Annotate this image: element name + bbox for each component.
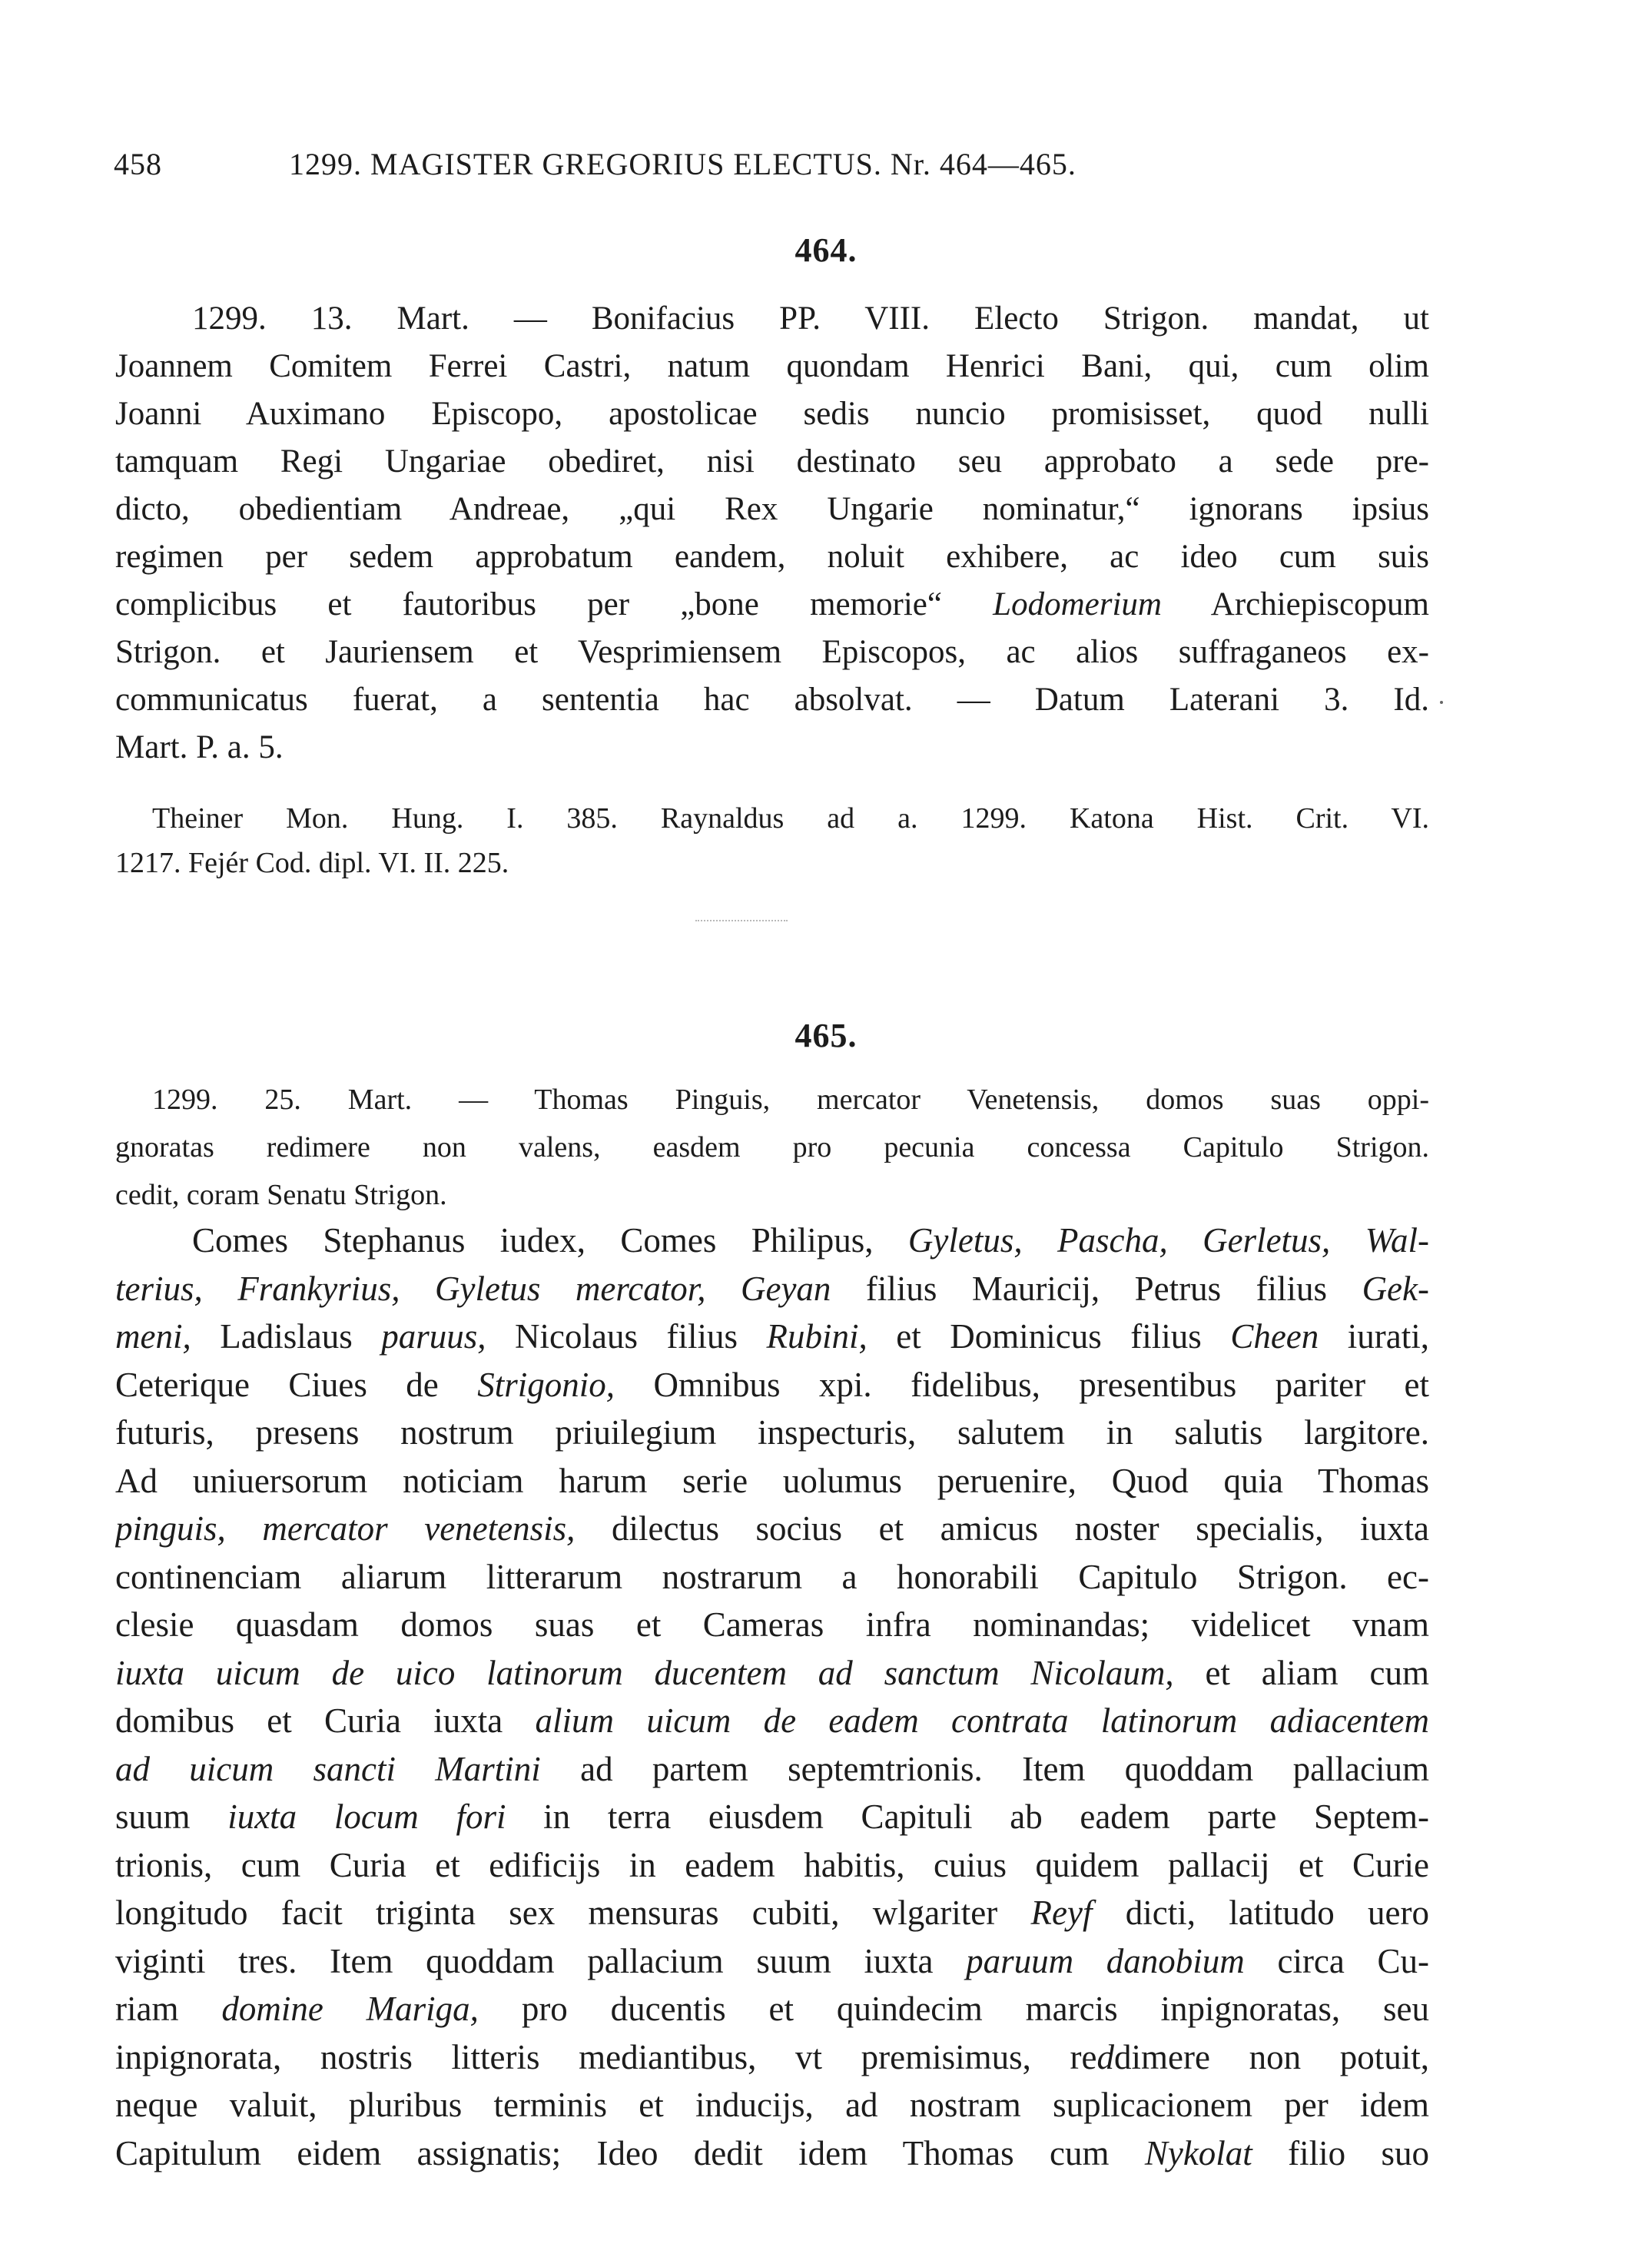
text-line: regimen per sedem approbatum eandem, noluit exhibere, ac ideo cum suis bbox=[115, 539, 1429, 575]
text-segment: inpignorata, nostris litteris mediantibus, vt premisimus, re bbox=[115, 2037, 1097, 2076]
italic-phrase: iuxta uicum de uico latinorum ducentem ad sanctum Nicolaum, bbox=[115, 1653, 1174, 1692]
italic-phrase: ad uicum sancti Martini bbox=[115, 1749, 541, 1788]
text-segment: Capitulum eidem assignatis; Ideo dedit idem Thomas cum bbox=[115, 2133, 1110, 2172]
italic-name: Frankyrius, bbox=[237, 1269, 400, 1308]
text-segment: complicibus et fautoribus per „bone memorie“ bbox=[115, 586, 942, 622]
italic-phrase: domine Mariga, bbox=[221, 1990, 479, 2028]
italic-name: Reyf bbox=[1030, 1894, 1093, 1932]
charter-line bbox=[115, 1745, 1429, 1794]
text-segment: circa Cu- bbox=[1277, 1941, 1429, 1980]
charter-line: clesie quasdam domos suas et Cameras infra nominandas; videlicet vnam bbox=[115, 1605, 1429, 1644]
italic-name: Pascha, bbox=[1057, 1221, 1168, 1260]
text-line: 1299. 13. Mart. — Bonifacius PP. VIII. Electo Strigon. mandat, ut bbox=[192, 300, 1429, 337]
italic-name: Cheen bbox=[1230, 1317, 1319, 1356]
text-line: cedit, coram Senatu Strigon. bbox=[115, 1179, 447, 1211]
text-line: 1299. 25. Mart. — Thomas Pinguis, mercator Venetensis, domos suas oppi- bbox=[152, 1084, 1429, 1116]
text-line: Joannem Comitem Ferrei Castri, natum quondam Henrici Bani, qui, cum olim bbox=[115, 348, 1429, 384]
italic-name: Lodomerium bbox=[993, 586, 1162, 622]
italic-name: Gek- bbox=[1362, 1269, 1429, 1308]
text-segment: in terra eiusdem Capituli ab eadem parte Septem- bbox=[543, 1797, 1429, 1836]
italic-letter: d bbox=[1096, 2037, 1114, 2076]
italic-name: Gyletus mercator, bbox=[434, 1269, 706, 1308]
charter-line bbox=[115, 1889, 1429, 1937]
text-segment: Comes Stephanus iudex, Comes Philipus, bbox=[192, 1221, 874, 1260]
italic-name: meni, bbox=[115, 1317, 191, 1356]
entry-464-summary bbox=[115, 295, 1429, 772]
text-line: Mart. P. a. 5. bbox=[115, 729, 284, 765]
entry-number-465: 465. bbox=[794, 1017, 858, 1054]
italic-name: Geyan bbox=[740, 1269, 831, 1308]
reference-line: 1217. Fejér Cod. dipl. VI. II. 225. bbox=[115, 847, 509, 879]
section-divider bbox=[695, 920, 788, 921]
text-segment: pro ducentis et quindecim marcis inpignoratas, seu bbox=[521, 1990, 1429, 2028]
text-segment: ad partem septemtrionis. Item quoddam pallacium bbox=[580, 1749, 1429, 1788]
charter-line bbox=[115, 1937, 1429, 1986]
text-segment: et aliam cum bbox=[1205, 1653, 1429, 1692]
text-segment: Ceterique Ciues de bbox=[115, 1365, 439, 1404]
charter-line: continenciam aliarum litterarum nostrarum a honorabili Capitulo Strigon. ec- bbox=[115, 1557, 1429, 1596]
text-line: dicto, obedientiam Andreae, „qui Rex Ungarie nominatur,“ ignorans ipsius bbox=[115, 491, 1429, 527]
italic-name: Nykolat bbox=[1144, 2133, 1252, 2172]
italic-name: Gyletus, bbox=[907, 1221, 1023, 1260]
text-segment: iurati, bbox=[1347, 1317, 1429, 1356]
charter-line bbox=[115, 1649, 1429, 1698]
charter-line bbox=[115, 1985, 1429, 2033]
text-segment: riam bbox=[115, 1990, 179, 2028]
italic-phrase: iuxta locum fori bbox=[227, 1797, 506, 1836]
entry-464-references bbox=[115, 796, 1429, 885]
text-segment: viginti tres. Item quoddam pallacium suum iuxta bbox=[115, 1941, 934, 1980]
text-line bbox=[115, 581, 1429, 629]
text-line: Strigon. et Jauriensem et Vesprimiensem Episcopos, ac alios suffraganeos ex- bbox=[115, 634, 1429, 670]
italic-name: pinguis, mercator venetensis, bbox=[115, 1509, 576, 1548]
text-segment: Ladislaus bbox=[220, 1317, 353, 1356]
text-line: Joanni Auximano Episcopo, apostolicae sedis nuncio promisisset, quod nulli bbox=[115, 396, 1429, 432]
entry-465-charter-text bbox=[115, 1216, 1429, 2177]
charter-line: Ad uniuersorum noticiam harum serie uolumus peruenire, Quod quia Thomas bbox=[115, 1461, 1429, 1500]
text-segment: longitudo facit triginta sex mensuras cubiti, wlgariter bbox=[115, 1894, 998, 1932]
italic-phrase: alium uicum de eadem contrata latinorum adiacentem bbox=[535, 1701, 1429, 1740]
text-segment: et Dominicus filius bbox=[896, 1317, 1202, 1356]
reference-line: Theiner Mon. Hung. I. 385. Raynaldus ad a. 1299. Katona Hist. Crit. VI. bbox=[152, 802, 1429, 835]
italic-name: Strigonio, bbox=[477, 1365, 615, 1404]
charter-line: trionis, cum Curia et edificijs in eadem habitis, cuius quidem pallacij et Curie bbox=[115, 1845, 1429, 1884]
text-segment: domibus et Curia iuxta bbox=[115, 1701, 503, 1740]
text-segment: dilectus socius et amicus noster specialis, iuxta bbox=[611, 1509, 1429, 1548]
entry-465-summary bbox=[115, 1076, 1429, 1219]
charter-line: futuris, presens nostrum priuilegium inspecturis, salutem in salutis largitore. bbox=[115, 1413, 1429, 1452]
italic-name: Gerletus, bbox=[1203, 1221, 1331, 1260]
italic-name: terius, bbox=[115, 1269, 203, 1308]
charter-line bbox=[115, 1793, 1429, 1841]
running-head bbox=[114, 146, 1420, 192]
text-segment: Nicolaus filius bbox=[515, 1317, 738, 1356]
charter-line bbox=[115, 2129, 1429, 2178]
charter-line: neque valuit, pluribus terminis et inducijs, ad nostram suplicacionem per idem bbox=[115, 2086, 1429, 2124]
italic-phrase: paruum danobium bbox=[966, 1941, 1245, 1980]
charter-line bbox=[115, 1313, 1429, 1361]
text-line: communicatus fuerat, a sententia hac absolvat. — Datum Laterani 3. Id. bbox=[115, 682, 1429, 718]
charter-line bbox=[115, 1361, 1429, 1409]
text-segment: Omnibus xpi. fidelibus, presentibus pariter et bbox=[653, 1365, 1429, 1404]
italic-name: Wal- bbox=[1365, 1221, 1429, 1260]
running-title: 1299. MAGISTER GREGORIUS ELECTUS. Nr. 464—465. bbox=[289, 147, 1076, 181]
charter-line bbox=[115, 2033, 1429, 2082]
italic-name: Rubini, bbox=[766, 1317, 867, 1356]
margin-mark bbox=[1440, 701, 1443, 704]
italic-name: paruus, bbox=[381, 1317, 486, 1356]
text-segment: dimere non potuit, bbox=[1114, 2037, 1429, 2076]
charter-line bbox=[115, 1216, 1429, 1265]
entry-number-464: 464. bbox=[794, 231, 858, 269]
charter-line bbox=[115, 1505, 1429, 1553]
text-segment: filio suo bbox=[1288, 2133, 1429, 2172]
text-segment: Archiepiscopum bbox=[1210, 586, 1429, 622]
charter-line bbox=[115, 1265, 1429, 1313]
text-segment: suum bbox=[115, 1797, 191, 1836]
page-number: 458 bbox=[114, 147, 162, 181]
text-line: gnoratas redimere non valens, easdem pro pecunia concessa Capitulo Strigon. bbox=[115, 1131, 1429, 1163]
text-segment: filius Mauricij, Petrus filius bbox=[865, 1269, 1328, 1308]
charter-line bbox=[115, 1697, 1429, 1745]
text-line: tamquam Regi Ungariae obediret, nisi destinato seu approbato a sede pre- bbox=[115, 443, 1429, 480]
text-segment: dicti, latitudo uero bbox=[1125, 1894, 1429, 1932]
